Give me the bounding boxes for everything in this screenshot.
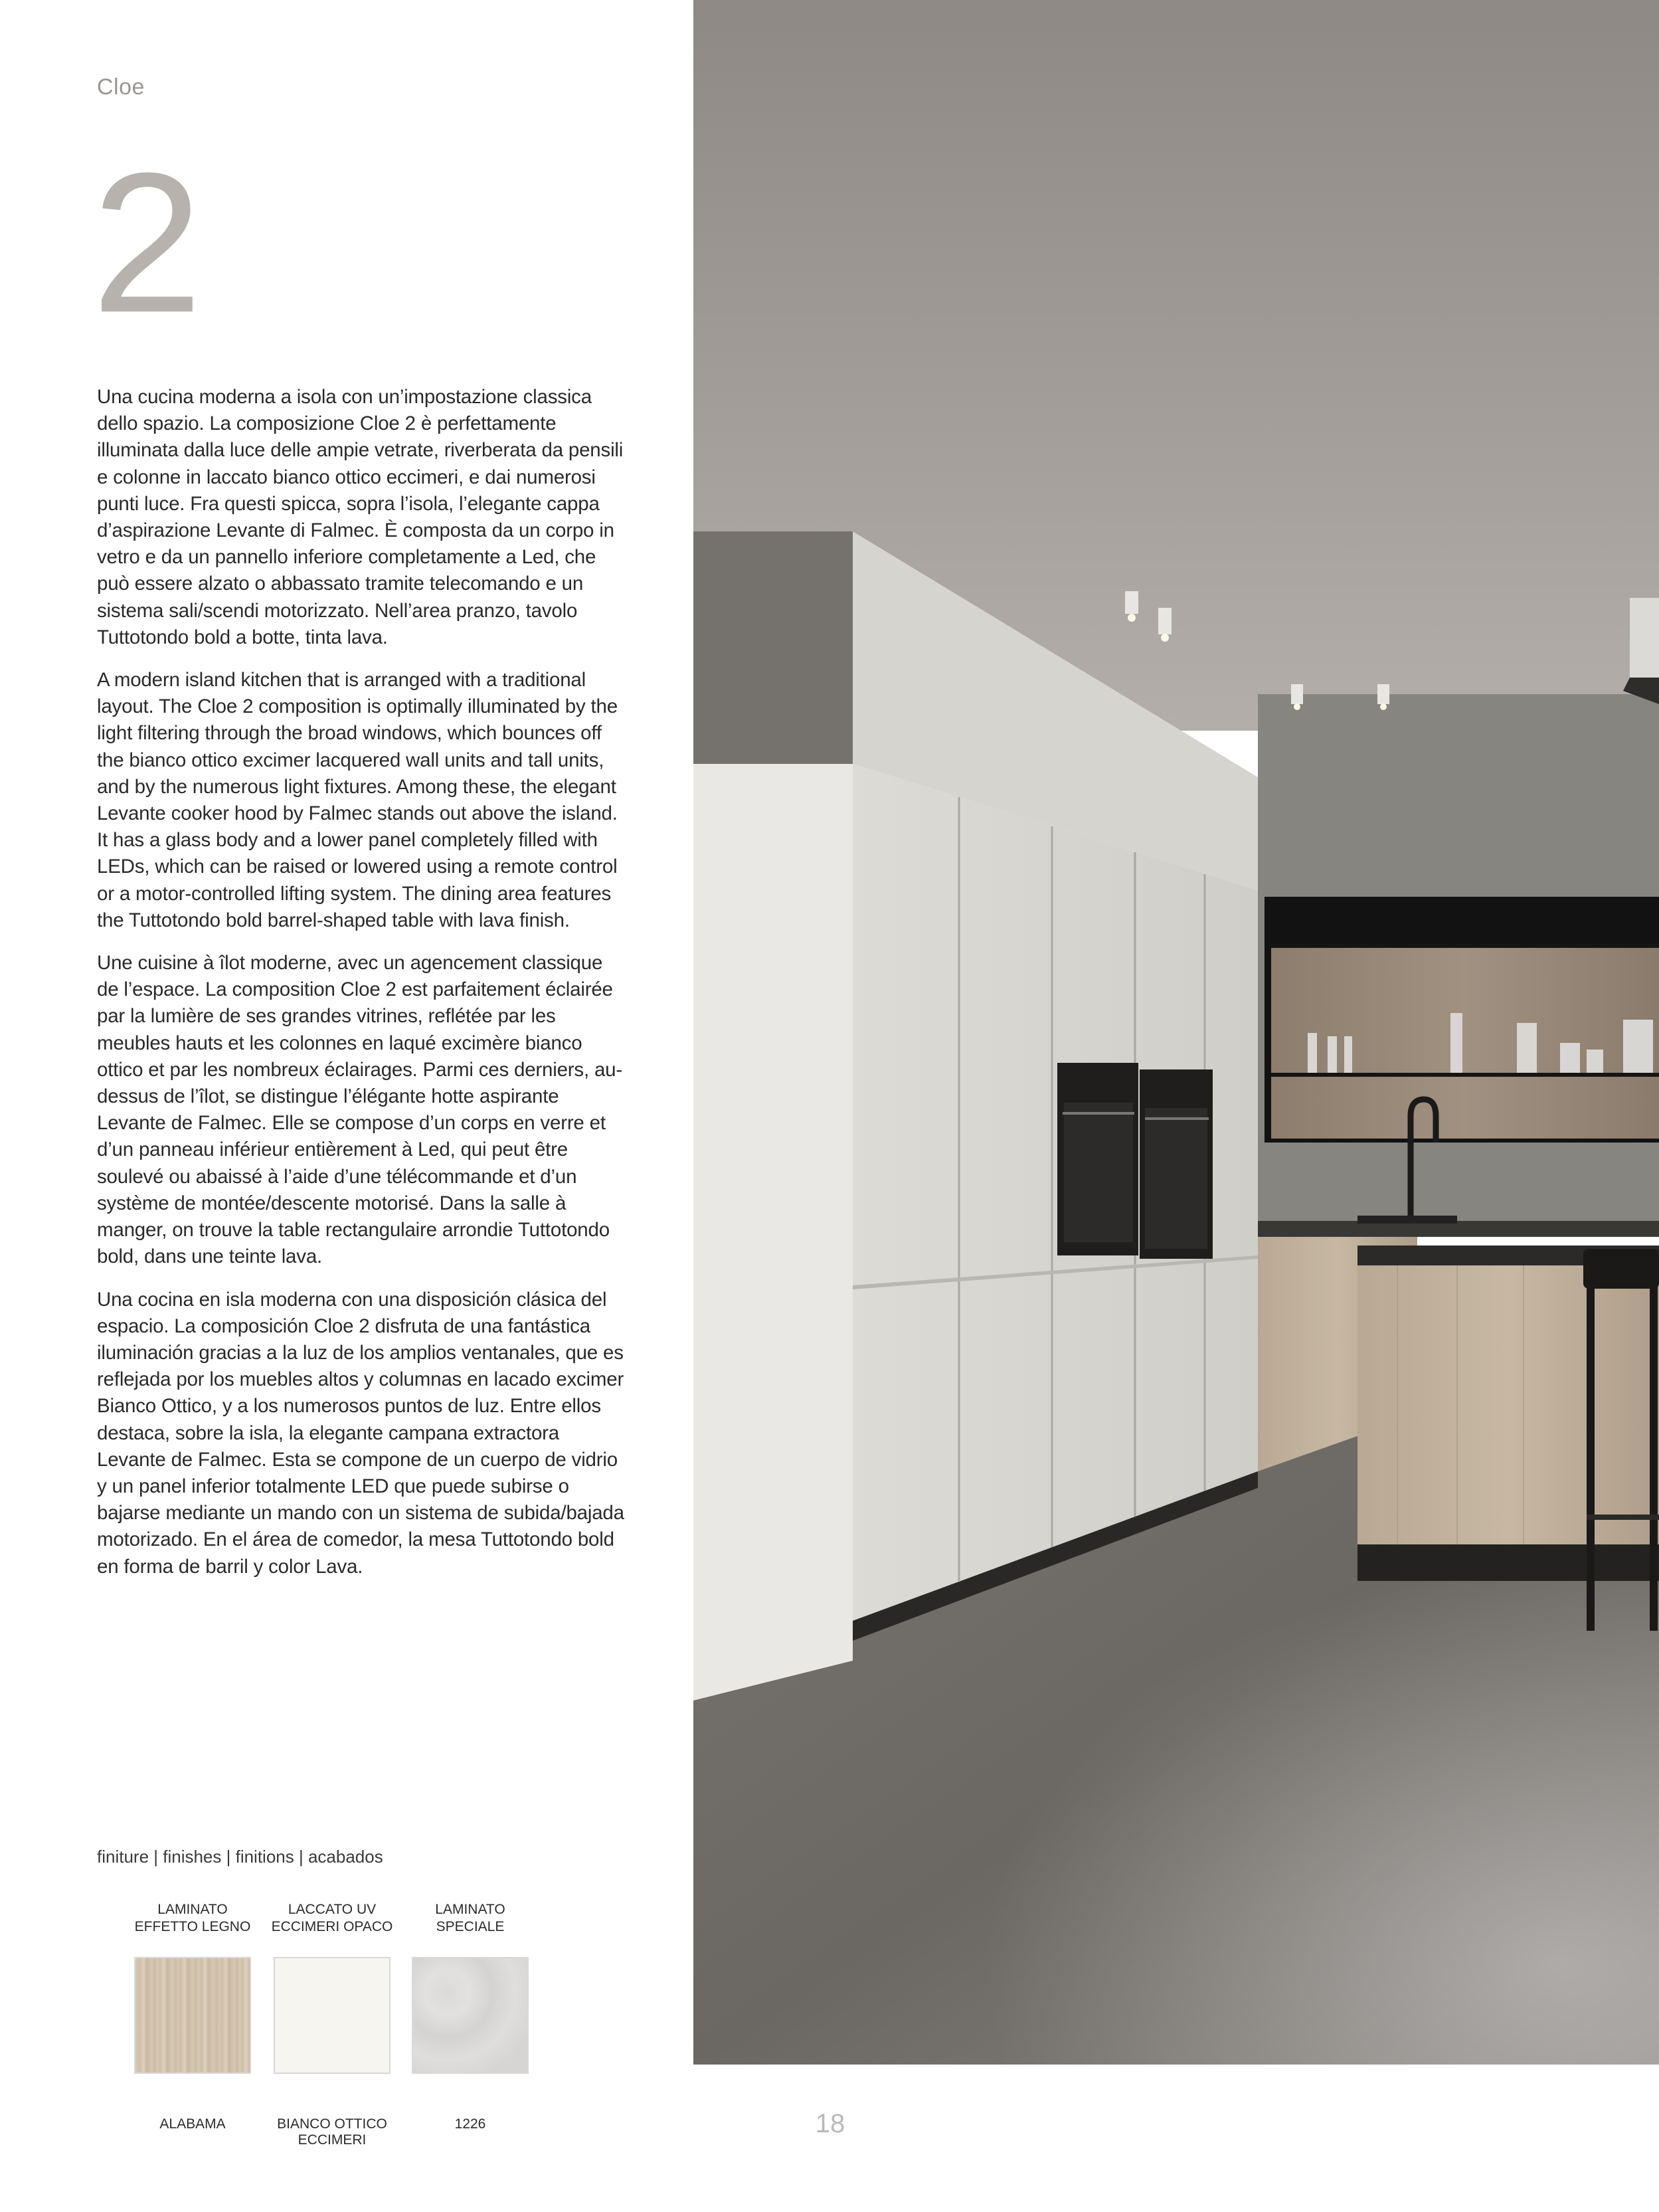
finish-name-label	[266, 2116, 398, 2148]
finish-type-line: EFFETTO LEGNO	[134, 1919, 251, 1934]
paragraph-french: Une cuisine à îlot moderne, avec un agencement classique de l’espace. La composition Cloe 2 est parfaitement éclairée par la lumière de ses grandes vitrines, reflétée par les meubles hauts et les colonnes en laqué excimère bianco ottico et par les nombreux éclairages. Parmi ces derniers, au-dessus de l’îlot, se distingue l’élégante hotte aspirante Levante de Falmec. Elle se compose d’un corps en verre et d’un panneau inférieur entièrement à Led, qui peut être soulevé ou abaissé à l’aide d’une télécommande et d’un système de montée/descente motorisé. Dans la salle à manger, on trouve la table rectangulaire arrondie Tuttotondo bold, dans une teinte lava.	[97, 952, 623, 1268]
finish-type-line: ECCIMERI OPACO	[271, 1919, 393, 1934]
paragraph-italian: Una cucina moderna a isola con un’impostazione classica dello spazio. La composizione Cloe 2 è perfettamente illuminata dalla luce delle ampie vetrate, riverberata da pensili e colonne in laccato bianco ottico eccimeri, e dai numerosi punti luce. Fra questi spicca, sopra l’isola, l’elegante cappa d’aspirazione Levante di Falmec. È composta da un corpo in vetro e da un pannello inferiore completamente a Led, che può essere alzato o abbassato tramite telecomando e un sistema sali/scendi motorizzato. Nell’area pranzo, tavolo Tuttotondo bold a botte, tinta lava.	[97, 386, 624, 648]
paragraph-english: A modern island kitchen that is arranged with a traditional layout. The Cloe 2 composition is optimally illuminated by the light filtering through the broad windows, which bounces off the bianco ottico excimer lacquered wall units and tall units, and by the numerous light fixtures. Among these, the elegant Levante cooker hood by Falmec stands out above the island. It has a glass body and a lower panel completely filled with LEDs, which can be raised or lowered using a remote control or a motor-controlled lifting system. The dining area features the Tuttotondo bold barrel-shaped table with lava finish.	[97, 669, 618, 931]
finish-swatch-grey	[412, 1957, 529, 2074]
finish-type-line: LACCATO UV	[288, 1902, 377, 1917]
finish-name-line: BIANCO OTTICO	[277, 2116, 387, 2132]
page-number: 18	[815, 2109, 845, 2138]
brand-name: Cloe	[97, 74, 145, 100]
finish-type-line: LAMINATO	[435, 1902, 505, 1917]
composition-number: 2	[92, 131, 199, 354]
finish-type-label	[266, 1901, 398, 1937]
finish-type-label	[126, 1901, 259, 1937]
finish-swatch-group	[266, 1901, 398, 2148]
finish-name-line: ECCIMERI	[298, 2132, 367, 2148]
finish-name-label	[404, 2116, 537, 2132]
finish-swatch-white	[274, 1957, 391, 2074]
finish-type-line: LAMINATO	[157, 1902, 228, 1917]
finish-name-line: 1226	[454, 2116, 486, 2132]
finish-name-line: ALABAMA	[159, 2116, 226, 2132]
finishes-caption: finiture | finishes | finitions | acabados	[97, 1847, 383, 1867]
finish-swatch-group	[404, 1901, 537, 2132]
kitchen-photo	[693, 0, 1659, 2065]
description-text	[97, 384, 628, 1596]
finish-type-label	[404, 1901, 537, 1937]
finish-swatch-group	[126, 1901, 259, 2132]
finish-type-line: SPECIALE	[436, 1919, 505, 1934]
finish-name-label	[126, 2116, 259, 2132]
paragraph-spanish: Una cocina en isla moderna con una disposición clásica del espacio. La composición Cloe 2 disfruta de una fantástica iluminación gracias a la luz de los amplios ventanales, que es reflejada por los muebles altos y columnas en lacado excimer Bianco Ottico, y a los numerosos puntos de luz. Entre ellos destaca, sobre la isla, la elegante campana extractora Levante de Falmec. Esta se compone de un cuerpo de vidrio y un panel inferior totalmente LED que puede subirse o bajarse mediante un mando con un sistema de subida/bajada motorizado. En el área de comedor, la mesa Tuttotondo bold en forma de barril y color Lava.	[97, 1288, 624, 1578]
finish-swatch-wood	[134, 1957, 251, 2074]
